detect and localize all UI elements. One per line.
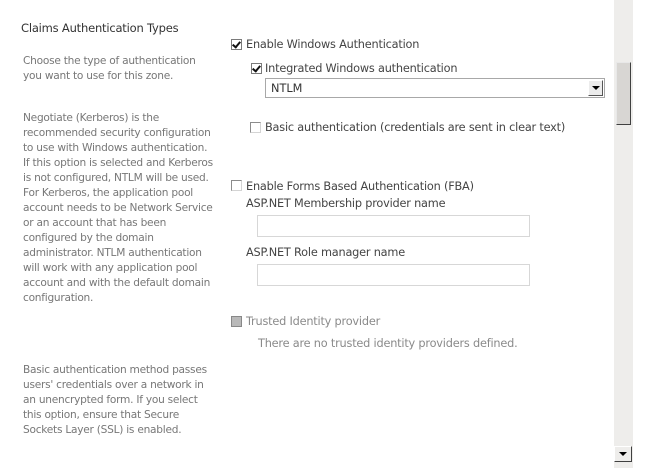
basic-auth-label[interactable]: Basic authentication (credentials are sent in clear text) [265,121,566,134]
basic-auth-checkbox[interactable] [250,122,261,133]
scrollbar-thumb[interactable] [616,62,631,125]
trusted-identity-label: Trusted Identity provider [246,315,381,328]
membership-provider-input[interactable] [257,215,530,237]
no-trusted-providers-message: There are no trusted identity providers defined. [258,337,518,350]
chevron-down-icon[interactable] [588,80,603,96]
section-title: Claims Authentication Types [21,21,179,35]
enable-fba-checkbox[interactable] [231,180,242,191]
description-paragraph-3: Basic authentication method passes users' credentials over a network in an unencrypted form. If you select this option, ensure that Secure Sockets Layer (SSL) is enabled. [23,364,207,436]
description-paragraph-1: Choose the type of authentication you want to use for this zone. [23,55,196,82]
scroll-down-arrow-icon[interactable] [614,446,632,462]
role-manager-input[interactable] [257,264,530,286]
enable-windows-auth-checkbox[interactable] [231,39,242,50]
description-paragraph-2: Negotiate (Kerberos) is the recommended security configuration to use with Windows authentication. If this option is selected and Kerberos is not configured, NTLM will be used. For Kerberos, the application pool account needs to be Network Service or an account that has been configured by the domain administrator. NTLM authentication will work with any application pool account and with the default domain configuration. [23,112,213,304]
enable-fba-label[interactable]: Enable Forms Based Authentication (FBA) [246,180,474,193]
role-manager-label: ASP.NET Role manager name [246,246,405,259]
auth-provider-select[interactable] [265,78,605,98]
trusted-identity-checkbox[interactable] [231,316,242,327]
auth-provider-selected-value: NTLM [271,82,303,95]
membership-provider-label: ASP.NET Membership provider name [246,197,446,210]
integrated-windows-auth-label[interactable]: Integrated Windows authentication [265,62,458,75]
enable-windows-auth-label[interactable]: Enable Windows Authentication [246,38,420,51]
integrated-windows-auth-checkbox[interactable] [251,63,262,74]
